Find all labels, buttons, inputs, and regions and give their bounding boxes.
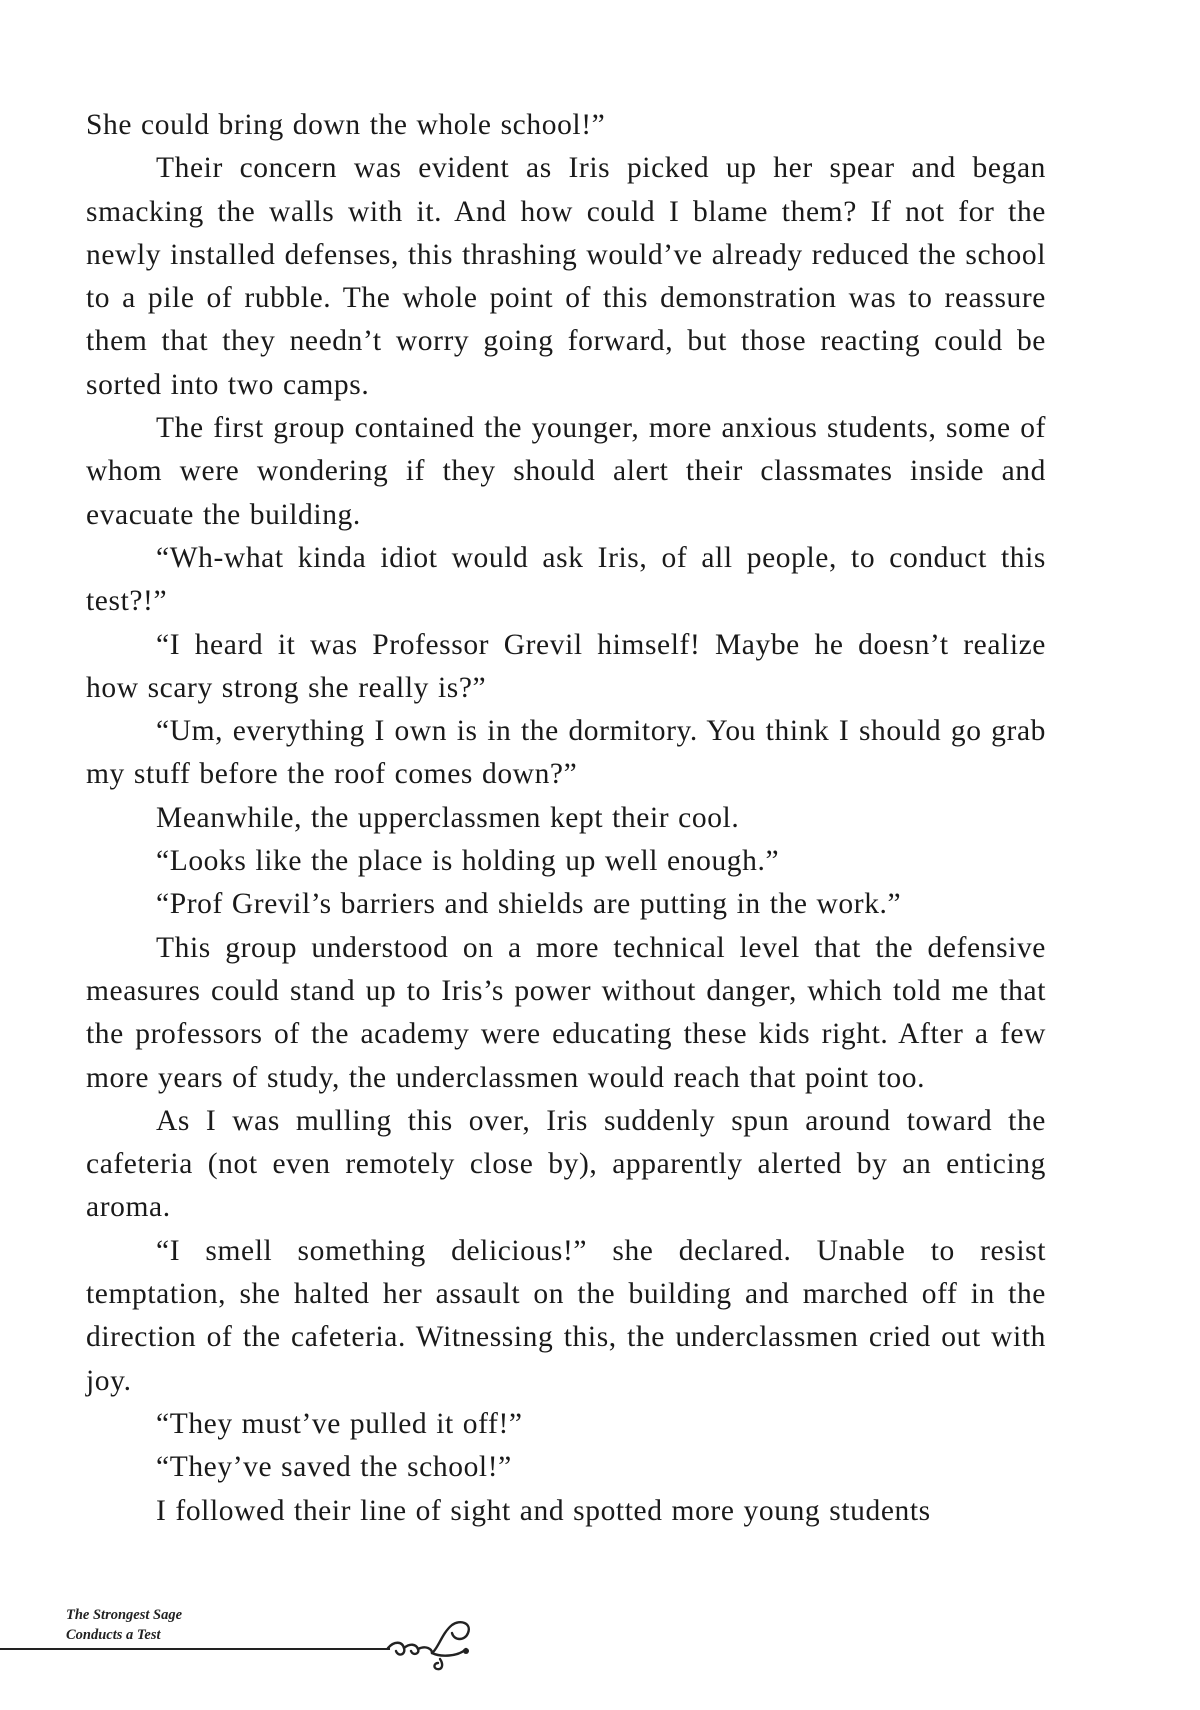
flourish-ornament-icon <box>380 1613 480 1673</box>
running-title-line-2: Conducts a Test <box>66 1627 161 1643</box>
paragraph: She could bring down the whole school!” <box>86 109 606 141</box>
paragraph: “They must’ve pulled it off!” <box>156 1407 523 1440</box>
page-body <box>86 104 1046 1533</box>
paragraph: The first group contained the younger, more anxious students, some of whom were wondering if they should alert their classmates inside and evacuate the building. <box>86 412 1046 531</box>
paragraph: “Prof Grevil’s barriers and shields are putting in the work.” <box>156 888 902 921</box>
running-title <box>66 1605 182 1645</box>
footer-rule <box>0 1648 390 1650</box>
paragraph: This group understood on a more technical level that the defensive measures could stand up to Iris’s power without danger, which told me that the professors of the academy were educating these kids right. After a few more years of study, the underclassmen would reach that point too. <box>86 931 1046 1094</box>
paragraph: As I was mulling this over, Iris suddenly spun around toward the cafeteria (not even remotely close by), apparently alerted by an enticing aroma. <box>86 1104 1046 1224</box>
paragraph: Meanwhile, the upperclassmen kept their cool. <box>156 801 740 834</box>
page-footer <box>0 1605 520 1685</box>
running-title-line-1: The Strongest Sage <box>66 1607 183 1623</box>
paragraph: Their concern was evident as Iris picked up her spear and began smacking the walls with it. And how could I blame them? If not for the newly installed defenses, this thrashing would’ve already reduced the school to a pile of rubble. The whole point of this demonstration was to reassure them that they needn’t worry going forward, but those reacting could be sorted into two camps. <box>86 152 1046 401</box>
paragraph: “Um, everything I own is in the dormitory. You think I should go grab my stuff before the roof comes down?” <box>86 715 1046 791</box>
paragraph: “They’ve saved the school!” <box>156 1451 512 1484</box>
paragraph: I followed their line of sight and spotted more young students <box>156 1494 931 1527</box>
paragraph: “Wh-what kinda idiot would ask Iris, of all people, to conduct this test?!” <box>86 541 1046 618</box>
paragraph: “I heard it was Professor Grevil himself! Maybe he doesn’t realize how scary strong she really is?” <box>86 628 1046 704</box>
paragraph: “I smell something delicious!” she declared. Unable to resist temptation, she halted her assault on the building and marched off in the direction of the cafeteria. Witnessing this, the underclassmen cried out with joy. <box>86 1234 1046 1397</box>
paragraph: “Looks like the place is holding up well enough.” <box>156 845 780 878</box>
